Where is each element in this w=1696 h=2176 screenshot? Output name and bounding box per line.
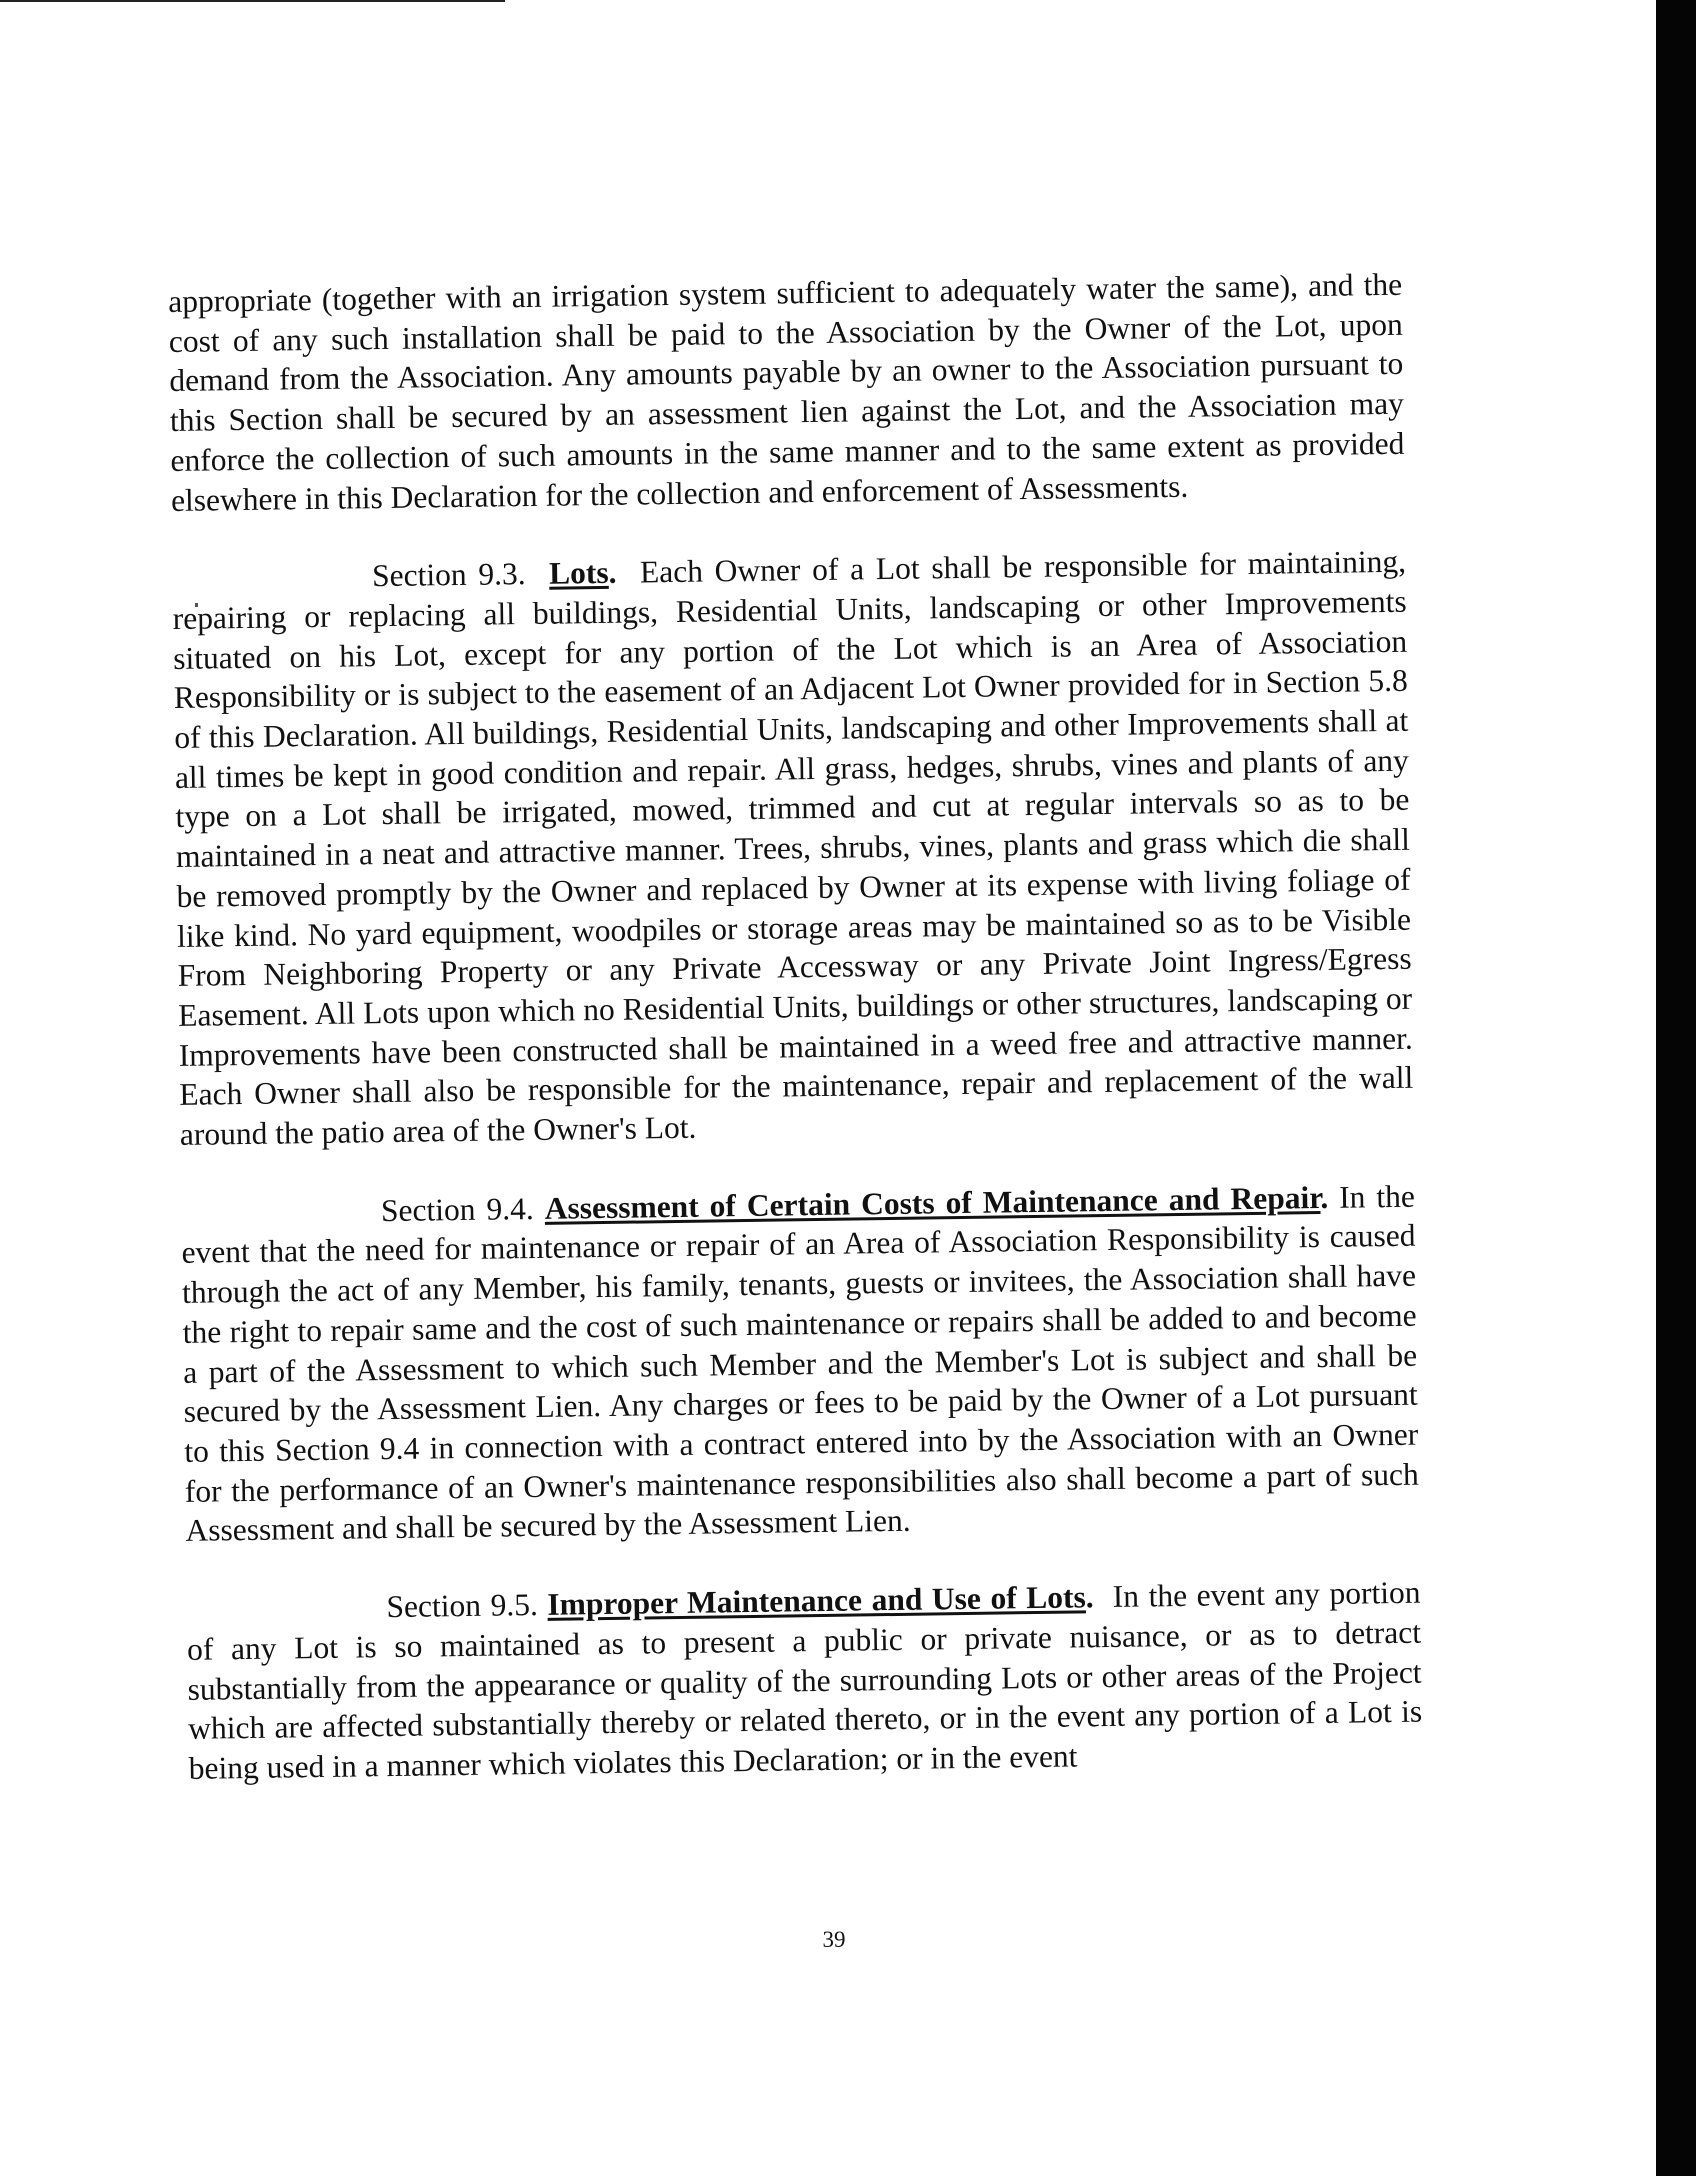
section-9-5 <box>186 1573 1423 1789</box>
section-body: Each Owner of a Lot shall be responsible for maintaining, repairing or replacing all buildings, Residential Units, landscaping or other Improvements situated on his Lot, except for any portion of the Lot which is an Area of Association Responsibility or is subject to the easement of an Adjacent Lot Owner provided for in Section 5.8 of this Declaration. All buildings, Residential Units, landscaping and other Improvements shall at all times be kept in good condition and repair. All grass, hedges, shrubs, vines and plants of any type on a Lot shall be irrigated, mowed, trimmed and cut at regular intervals so as to be maintained in a neat and attractive manner. Trees, shrubs, vines, plants and grass which die shall be removed promptly by the Owner and replaced by Owner at its expense with living foliage of like kind. No yard equipment, woodpiles or storage areas may be maintained so as to be Visible From Neighboring Property or any Private Accessway or any Private Joint Ingress/Egress Easement. All Lots upon which no Residential Units, buildings or other structures, landscaping or Improvements have been constructed shall be maintained in a weed free and attractive manner. Each Owner shall also be responsible for the maintenance, repair and replacement of the wall around the patio area of the Owner's Lot. <box>172 543 1414 1152</box>
paragraph-indent <box>187 1617 387 1620</box>
section-heading: Lots <box>548 555 609 591</box>
scan-dark-edge <box>1656 0 1696 2176</box>
heading-period: . <box>1320 1179 1329 1215</box>
document-page <box>168 265 1423 1789</box>
section-9-3 <box>172 542 1414 1155</box>
section-label: Section 9.3. <box>371 556 526 594</box>
heading-period: . <box>608 554 617 591</box>
paragraph-continuation <box>168 265 1405 520</box>
section-heading: Assessment of Certain Costs of Maintenance and Repair <box>544 1179 1321 1226</box>
heading-period: . <box>1085 1579 1094 1615</box>
scan-top-rule <box>0 0 505 2</box>
section-heading: Improper Maintenance and Use of Lots <box>547 1579 1087 1622</box>
page-number: 39 <box>822 1927 846 1952</box>
paragraph-indent <box>172 586 372 589</box>
section-9-4 <box>181 1176 1420 1551</box>
section-body: In the event that the need for maintenance or repair of an Area of Association Responsibility is caused through the act of any Member, his family, tenants, guests or invitees, the Association shall have the right to repair same and the cost of such maintenance or repairs shall be added to and become a part of the Assessment to which such Member and the Member's Lot is subject and shall be secured by the Assessment Lien. Any charges or fees to be paid by the Owner of a Lot pursuant to this Section 9.4 in connection with a contract entered into by the Association with an Owner for the performance of an Owner's maintenance responsibilities also shall become a part of such Assessment and shall be secured by the Assessment Lien. <box>181 1178 1420 1549</box>
paragraph-text: appropriate (together with an irrigation system sufficient to adequately water the same), and the cost of any such installation shall be paid to the Association by the Owner of the Lot, upon demand from the Association. Any amounts payable by an owner to the Association pursuant to this Section shall be secured by an assessment lien against the Lot, and the Association may enforce the collection of such amounts in the same manner and to the same extent as provided elsewhere in this Declaration for the collection and enforcement of Assessments. <box>168 266 1405 518</box>
section-body: In the event any portion of any Lot is so maintained as to present a public or private nuisance, or as to detract substantially from the appearance or quality of the surrounding Lots or other areas of the Project which are affected substantially thereby or related thereto, or in the event any portion of a Lot is being used in a manner which violates this Declaration; or in the event <box>186 1574 1423 1786</box>
section-label: Section 9.4. <box>380 1190 534 1228</box>
paragraph-indent <box>181 1221 381 1224</box>
section-label: Section 9.5. <box>386 1587 539 1625</box>
